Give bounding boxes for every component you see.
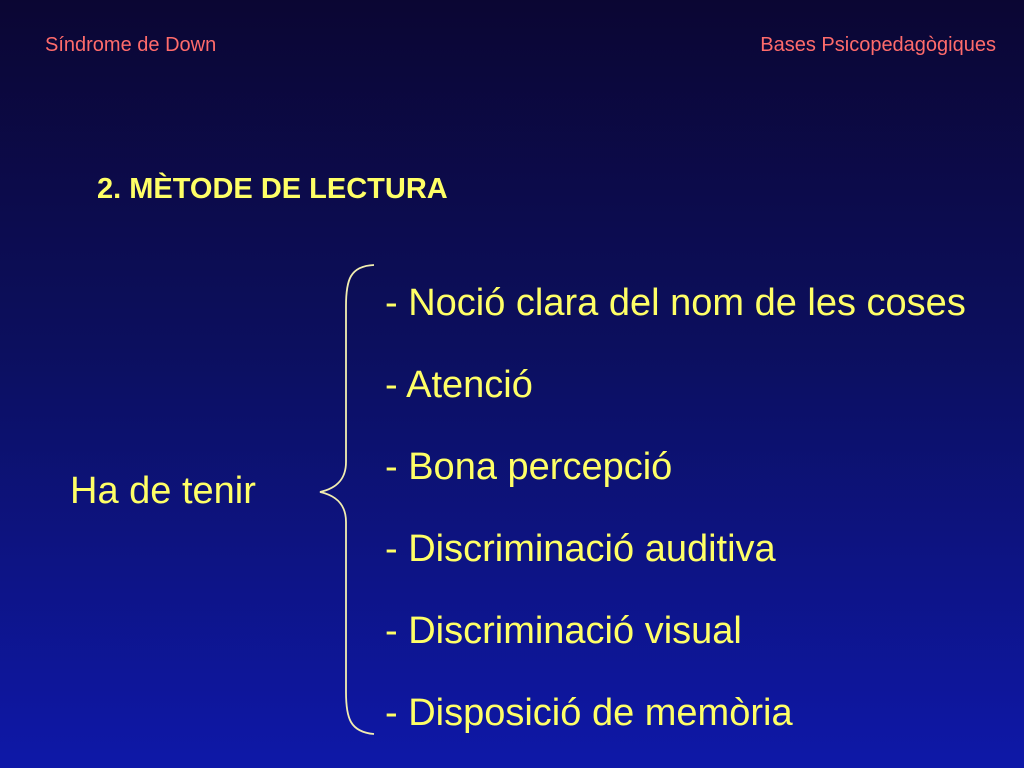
- list-item: - Disposició de memòria: [385, 692, 793, 734]
- header-left-text: Síndrome de Down: [45, 34, 217, 56]
- requirements-list: [385, 276, 1005, 768]
- slide-title: 2. MÈTODE DE LECTURA: [97, 173, 448, 205]
- curly-brace-icon: [318, 262, 380, 738]
- list-item: - Discriminació auditiva: [385, 528, 776, 570]
- list-item: - Discriminació visual: [385, 610, 742, 652]
- list-item: - Noció clara del nom de les coses: [385, 282, 966, 324]
- list-item: - Atenció: [385, 364, 533, 406]
- list-item: - Bona percepció: [385, 446, 673, 488]
- lead-text: Ha de tenir: [70, 470, 256, 512]
- header-right-text: Bases Psicopedagògiques: [760, 34, 996, 56]
